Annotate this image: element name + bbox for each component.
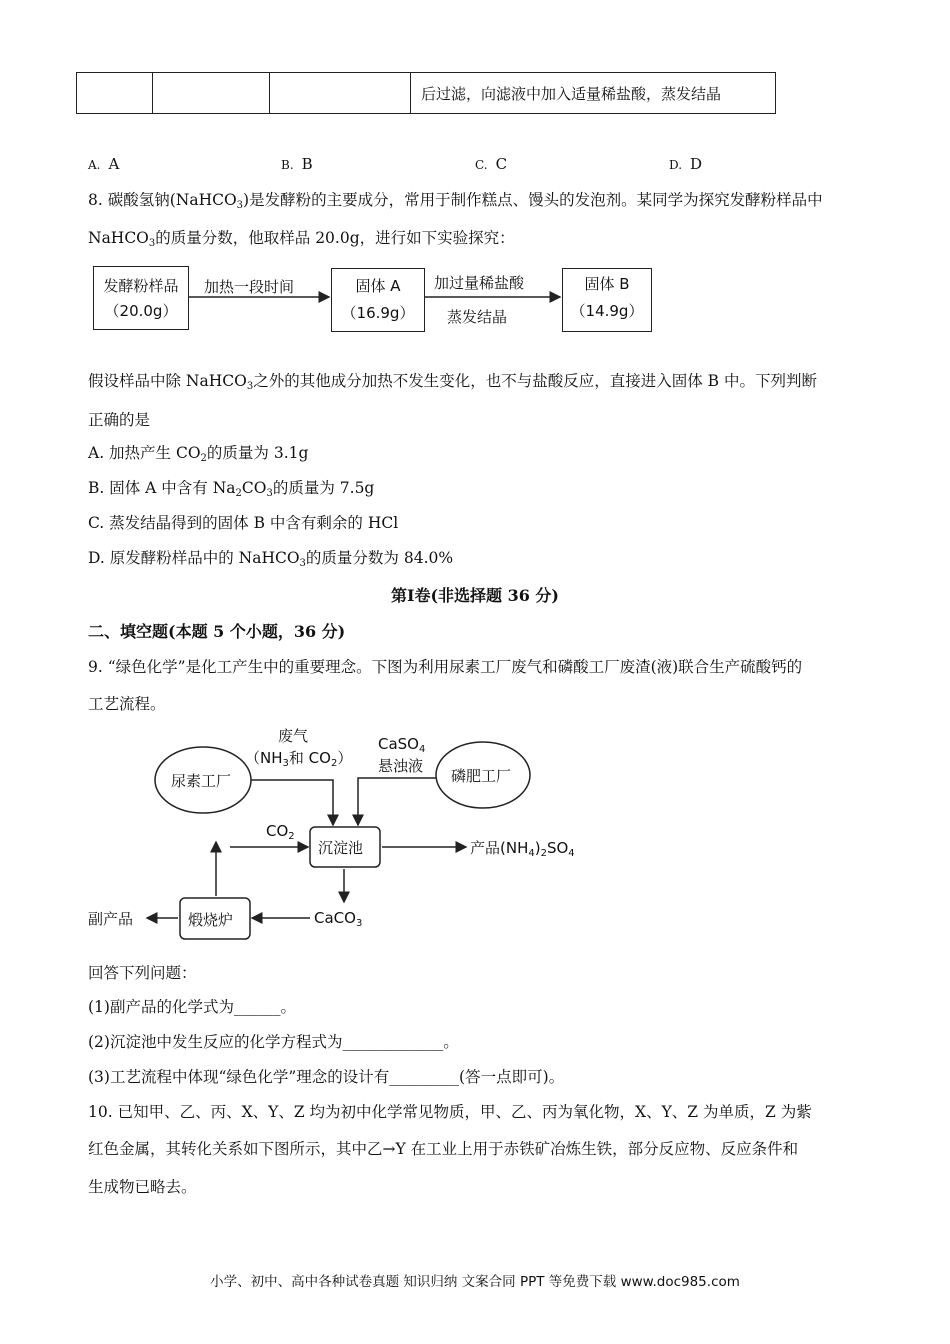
fill-blank-heading: 二、填空题(本题 5 个小题，36 分) [88, 622, 346, 641]
settling-tank: 沉淀池 [318, 839, 364, 857]
q8-option-a: A. 加热产生 $CO_2$的质量为 3.1g [88, 444, 309, 464]
page-footer: 小学、初中、高中各种试卷真题 知识归纳 文案合同 PPT 等免费下载 www.doc985.com [210, 1274, 740, 1290]
caso4-label: CaSO$_4$ [378, 735, 426, 755]
q8-line2: NaHCO$_3$的质量分数，他取样品 20.0g，进行如下实验探究： [88, 229, 515, 249]
q9-sub2: (2)沉淀池中发生反应的化学方程式为_____________。 [88, 1033, 459, 1051]
q9-line1: 9. “绿色化学”是化工产生中的重要理念。下图为利用尿素工厂废气和磷酸工厂废渣(液)联合生产硫酸钙的 [88, 658, 803, 676]
arrow2-label-bottom: 蒸发结晶 [447, 308, 508, 326]
solid-b-box: 固体 B （14.9g） [562, 268, 652, 332]
q8-line1: 8. 碳酸氢钠(NaHCO$_3$)是发酵粉的主要成分，常用于制作糕点、馒头的发泡剂。某同学为探究发酵粉样品中 [88, 191, 823, 211]
product-label: 产品$(NH_4)_2SO_4$ [470, 839, 575, 859]
waste-gas-label: 废气 [278, 727, 309, 745]
q8-option-c: C. 蒸发结晶得到的固体 B 中含有剩余的 HCl [88, 514, 399, 532]
waste-gas-formula: （$NH_3$和 $CO_2$） [245, 749, 353, 769]
solid-a-box: 固体 A （16.9g） [331, 268, 425, 332]
option-d: D. D [669, 155, 703, 173]
caco3-label: CaCO$_3$ [314, 909, 363, 929]
option-c: C. C [475, 155, 508, 173]
q10-line3: 生成物已略去。 [88, 1178, 197, 1196]
q9-line2: 工艺流程。 [88, 695, 166, 713]
co2-label: $CO_2$ [266, 822, 295, 842]
q8-option-b: B. 固体 A 中含有 $Na_2CO_3$的质量为 7.5g [88, 479, 375, 499]
sample-box: 发酵粉样品 （20.0g） [93, 266, 189, 330]
q10-line2: 红色金属，其转化关系如下图所示，其中乙→Y 在工业上用于赤铁矿冶炼生铁，部分反应物、反应条件和 [88, 1140, 799, 1158]
part-two-heading: 第Ⅰ卷(非选择题 36 分) [390, 586, 560, 605]
byproduct-label: 副产品 [88, 910, 134, 928]
suspension-label: 悬浊液 [378, 757, 424, 775]
urea-factory: 尿素工厂 [171, 772, 232, 790]
q8-line4: 正确的是 [88, 411, 151, 429]
furnace: 煅烧炉 [188, 911, 234, 929]
option-a: A. A [88, 155, 120, 173]
arrow1-label: 加热一段时间 [204, 278, 295, 296]
q8-option-d: D. 原发酵粉样品中的 NaHCO$_3$的质量分数为 84.0% [88, 549, 454, 569]
option-b: B. B [281, 155, 313, 173]
q8-line3: 假设样品中除 NaHCO$_3$之外的其他成分加热不发生变化，也不与盐酸反应，直接进入固体 B 中。下列判断 [88, 372, 817, 392]
q9-sub3: (3)工艺流程中体现“绿色化学”理念的设计有_________(答一点即可)。 [88, 1068, 565, 1086]
phosphate-factory: 磷肥工厂 [451, 767, 512, 785]
arrow2-label-top: 加过量稀盐酸 [434, 274, 525, 292]
q9-ask: 回答下列问题： [88, 964, 197, 982]
q9-sub1: (1)副产品的化学式为______。 [88, 998, 296, 1016]
table-cell: 后过滤，向滤液中加入适量稀盐酸，蒸发结晶 [411, 73, 776, 114]
q10-line1: 10. 已知甲、乙、丙、X、Y、Z 均为初中化学常见物质，甲、乙、丙为氧化物，X、Y、Z 为单质，Z 为紫 [88, 1103, 812, 1121]
